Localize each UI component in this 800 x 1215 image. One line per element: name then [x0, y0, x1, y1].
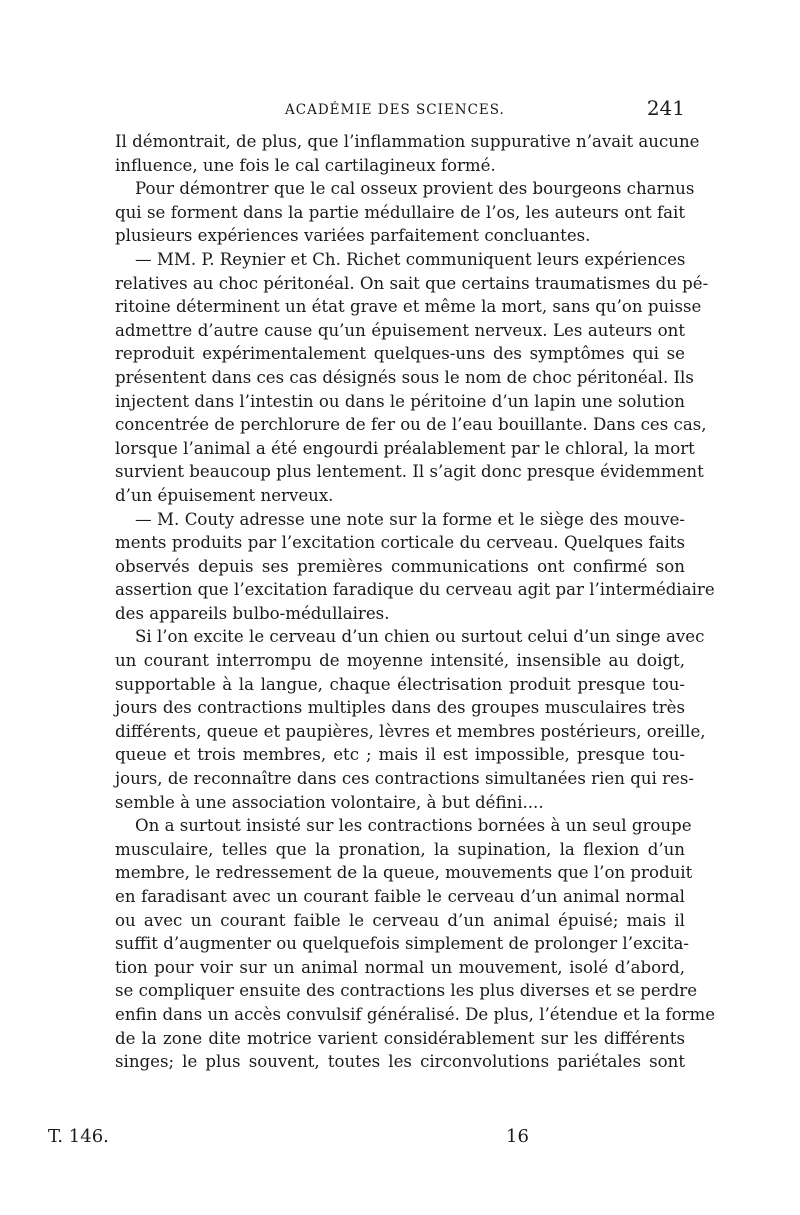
text-line: tion pour voir sur un animal normal un mouvement, isolé d’abord,	[115, 957, 685, 977]
text-line: admettre d’autre cause qu’un épuisement nerveux. Les auteurs ont	[115, 320, 685, 340]
text-line: plusieurs expériences variées parfaitement concluantes.	[115, 226, 591, 246]
text-line: des appareils bulbo-médullaires.	[115, 603, 390, 623]
text-line: jours, de reconnaître dans ces contractions simultanées rien qui res-	[115, 769, 694, 789]
text-line: de la zone dite motrice varient considérablement sur les différents	[115, 1028, 685, 1048]
text-line: — M. Couty adresse une note sur la forme et le siège des mouve-	[135, 509, 685, 529]
text-line: injectent dans l’intestin ou dans le péritoine d’un lapin une solution	[115, 391, 685, 411]
text-line: queue et trois membres, etc ; mais il est impossible, presque tou-	[115, 745, 685, 765]
text-line: membre, le redressement de la queue, mouvements que l’on produit	[115, 863, 693, 883]
text-line: suffit d’augmenter ou quelquefois simplement de prolonger l’excita-	[115, 934, 689, 954]
text-line: supportable à la langue, chaque électrisation produit presque tou-	[115, 674, 685, 694]
volume-label: T. 146.	[48, 1126, 109, 1147]
body-text	[115, 130, 716, 1074]
text-line: musculaire, telles que la pronation, la supination, la flexion d’un	[115, 839, 685, 859]
running-title: ACADÉMIE DES SCIENCES.	[285, 102, 505, 118]
text-line: enfin dans un accès convulsif généralisé. De plus, l’étendue et la forme	[115, 1004, 716, 1024]
text-line: d’un épuisement nerveux.	[115, 485, 334, 505]
text-line: assertion que l’excitation faradique du cerveau agit par l’intermédiaire	[115, 580, 715, 600]
text-line: qui se forment dans la partie médullaire de l’os, les auteurs ont fait	[115, 202, 685, 222]
page-header	[115, 92, 685, 122]
text-line: présentent dans ces cas désignés sous le nom de choc péritonéal. Ils	[115, 367, 694, 387]
text-line: reproduit expérimentalement quelques-uns des symptômes qui se	[115, 344, 685, 364]
text-line: un courant interrompu de moyenne intensité, insensible au doigt,	[115, 651, 685, 671]
text-line: lorsque l’animal a été engourdi préalablement par le chloral, la mort	[115, 438, 695, 458]
text-line: en faradisant avec un courant faible le cerveau d’un animal normal	[115, 887, 685, 906]
text-line: observés depuis ses premières communications ont confirmé son	[115, 556, 685, 576]
page	[115, 92, 716, 1074]
text-line: Si l’on excite le cerveau d’un chien ou surtout celui d’un singe avec	[135, 627, 705, 647]
text-line: influence, une fois le cal cartilagineux formé.	[115, 155, 496, 175]
text-line: jours des contractions multiples dans des groupes musculaires très	[115, 698, 685, 718]
text-line: ments produits par l’excitation corticale du cerveau. Quelques faits	[115, 533, 685, 553]
text-line: — MM. P. Reynier et Ch. Richet communiquent leurs expériences	[135, 249, 686, 269]
text-line: Il démontrait, de plus, que l’inflammation suppurative n’avait aucune	[115, 132, 700, 151]
text-line: On a surtout insisté sur les contractions bornées à un seul groupe	[135, 816, 692, 836]
text-line: semble à une association volontaire, à but défini....	[115, 792, 544, 812]
signature-mark: 16	[506, 1126, 529, 1147]
text-line: survient beaucoup plus lentement. Il s’agit donc presque évidemment	[115, 462, 704, 482]
text-line: différents, queue et paupières, lèvres et membres postérieurs, oreille,	[115, 721, 706, 741]
text-line: ou avec un courant faible le cerveau d’un animal épuisé; mais il	[115, 910, 685, 930]
text-line: se compliquer ensuite des contractions les plus diverses et se perdre	[115, 981, 698, 1001]
text-line: singes; le plus souvent, toutes les circonvolutions pariétales sont	[115, 1052, 685, 1072]
text-line: ritoine déterminent un état grave et même la mort, sans qu’on puisse	[115, 297, 702, 317]
page-number: 241	[646, 96, 685, 120]
text-line: concentrée de perchlorure de fer ou de l’eau bouillante. Dans ces cas,	[115, 415, 707, 435]
text-line: Pour démontrer que le cal osseux provient des bourgeons charnus	[135, 179, 695, 199]
text-line: relatives au choc péritonéal. On sait que certains traumatismes du pé-	[115, 273, 709, 293]
